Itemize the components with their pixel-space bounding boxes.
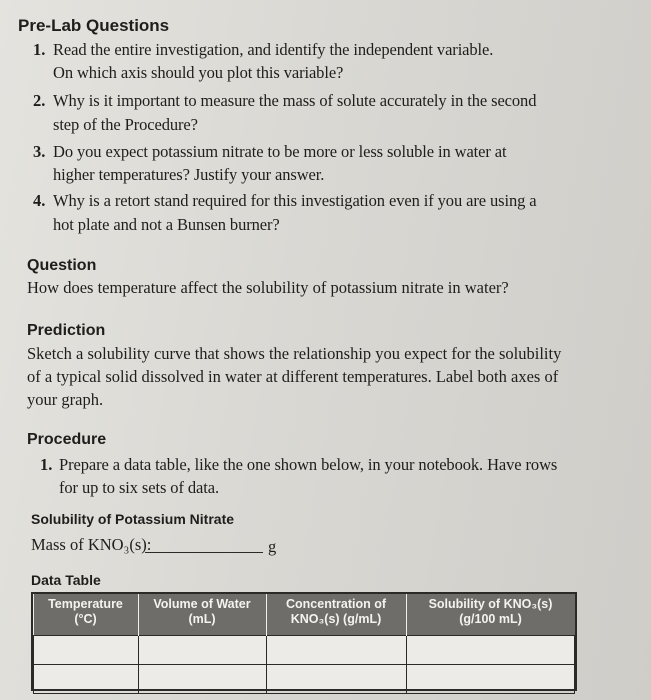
prelab-item-line: On which axis should you plot this variable? xyxy=(53,63,344,82)
column-header-line: Concentration of xyxy=(286,597,386,611)
table-cell xyxy=(266,636,406,665)
column-header-volume xyxy=(138,594,266,636)
column-header-line: (°C) xyxy=(74,612,97,626)
table-cell xyxy=(34,636,139,665)
column-header-line: (mL) xyxy=(188,612,216,626)
table-header-row xyxy=(34,594,575,636)
prediction-heading: Prediction xyxy=(27,322,106,339)
prelab-heading: Pre-Lab Questions xyxy=(18,16,170,35)
mass-unit: g xyxy=(268,537,277,556)
prediction-line: your graph. xyxy=(27,390,104,409)
table-cell xyxy=(34,665,139,694)
prelab-item-number: 2. xyxy=(33,91,46,110)
prediction-line: Sketch a solubility curve that shows the relationship you expect for the solubility xyxy=(27,344,562,363)
mass-label: Mass of KNO₃(s): xyxy=(31,535,152,554)
table-cell xyxy=(406,636,575,665)
data-table-heading: Data Table xyxy=(31,572,101,588)
prelab-item-number: 1. xyxy=(33,40,46,59)
prediction-line: of a typical solid dissolved in water at different temperatures. Label both axes of xyxy=(27,367,559,386)
column-header-solubility xyxy=(406,594,575,636)
column-header-line: Solubility of KNO₃(s) xyxy=(428,597,553,611)
data-table xyxy=(31,592,577,691)
table-cell xyxy=(406,665,575,694)
table-row xyxy=(34,665,575,694)
column-header-concentration xyxy=(266,594,406,636)
column-header-line: Temperature xyxy=(48,597,123,611)
prelab-item-line: Read the entire investigation, and identify the independent variable. xyxy=(53,40,494,59)
procedure-heading: Procedure xyxy=(27,431,107,448)
prelab-item-number: 4. xyxy=(33,191,46,210)
procedure-item-line: Prepare a data table, like the one shown below, in your notebook. Have rows xyxy=(59,455,558,474)
prelab-item-line: Why is a retort stand required for this investigation even if you are using a xyxy=(53,191,537,210)
column-header-temperature xyxy=(34,594,139,636)
procedure-item-line: for up to six sets of data. xyxy=(59,478,219,497)
table-cell xyxy=(138,665,266,694)
column-header-line: Volume of Water xyxy=(153,597,251,611)
column-header-line: KNO₃(s) (g/mL) xyxy=(290,612,382,626)
procedure-item-number: 1. xyxy=(40,455,53,474)
prelab-item-line: Do you expect potassium nitrate to be more or less soluble in water at xyxy=(53,142,507,161)
question-text: How does temperature affect the solubility of potassium nitrate in water? xyxy=(27,278,509,297)
question-heading: Question xyxy=(27,257,97,274)
column-header-line: (g/100 mL) xyxy=(459,612,522,626)
prelab-item-line: Why is it important to measure the mass of solute accurately in the second xyxy=(53,91,537,110)
prelab-item-line: hot plate and not a Bunsen burner? xyxy=(53,215,280,234)
table-row xyxy=(34,636,575,665)
table-cell xyxy=(266,665,406,694)
mass-blank-line xyxy=(145,552,263,553)
prelab-item-line: higher temperatures? Justify your answer. xyxy=(53,165,325,184)
table-cell xyxy=(138,636,266,665)
prelab-item-line: step of the Procedure? xyxy=(53,115,198,134)
prelab-item-number: 3. xyxy=(33,142,46,161)
solubility-heading: Solubility of Potassium Nitrate xyxy=(31,511,235,527)
